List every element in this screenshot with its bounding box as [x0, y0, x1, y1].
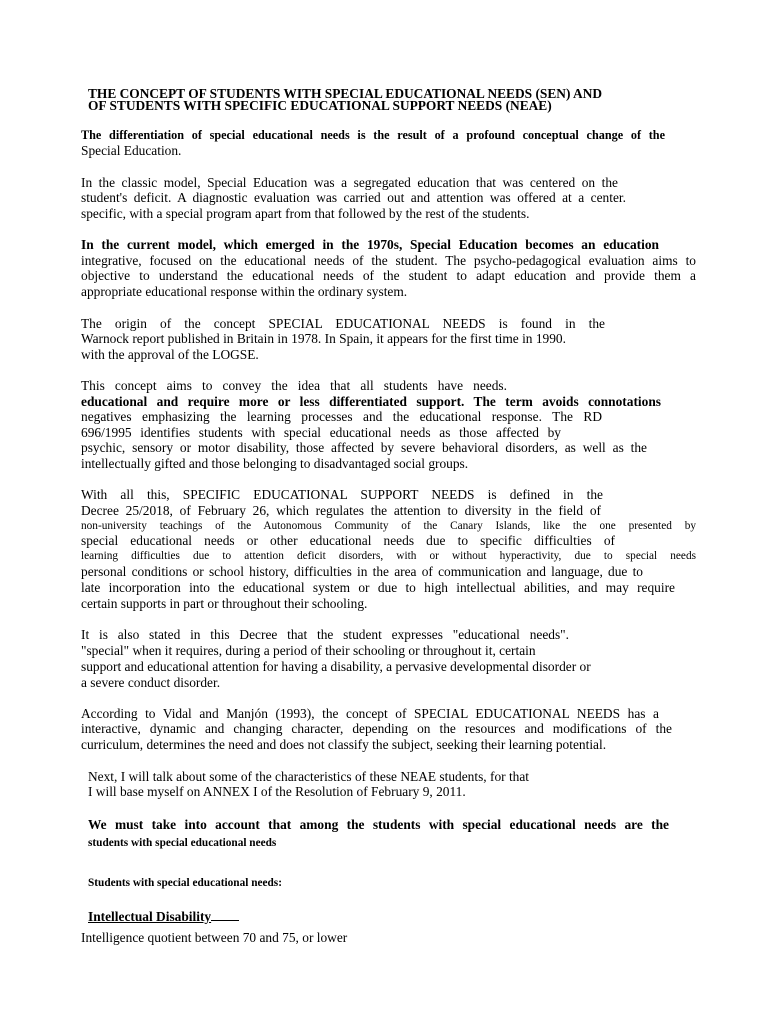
paragraph-1-line-1: The differentiation of special educational needs is the result of a profound conceptual change of the	[81, 128, 665, 142]
paragraph-9-line-2: I will base myself on ANNEX I of the Resolution of February 9, 2011.	[88, 784, 466, 799]
paragraph-6-line-6: personal conditions or school history, difficulties in the area of communication and language, due to	[81, 564, 643, 579]
paragraph-6-line-3: non-university teachings of the Autonomous Community of the Canary Islands, like the one presented by	[81, 520, 696, 532]
paragraph-7-line-2: "special" when it requires, during a period of their schooling or throughout it, certain	[81, 643, 536, 658]
paragraph-5-line-2: educational and require more or less differentiated support. The term avoids connotations	[81, 394, 661, 409]
paragraph-6-line-7: late incorporation into the educational system or due to high intellectual abilities, and may require	[81, 580, 675, 595]
intelligence-quotient-text: Intelligence quotient between 70 and 75, or lower	[81, 930, 348, 945]
paragraph-4-line-2: Warnock report published in Britain in 1978. In Spain, it appears for the first time in 1990.	[81, 331, 566, 346]
intellectual-disability-heading-text: Intellectual Disability	[88, 909, 212, 924]
paragraph-6-line-2: Decree 25/2018, of February 26, which regulates the attention to diversity in the field of	[81, 503, 601, 518]
paragraph-5-line-3: negatives emphasizing the learning processes and the educational response. The RD	[81, 409, 602, 424]
paragraph-6-line-8: certain supports in part or throughout their schooling.	[81, 596, 368, 611]
paragraph-4-line-3: with the approval of the LOGSE.	[81, 347, 259, 362]
intellectual-disability-heading	[88, 909, 239, 925]
paragraph-6-line-1: With all this, SPECIFIC EDUCATIONAL SUPPORT NEEDS is defined in the	[81, 487, 603, 502]
paragraph-6-line-4: special educational needs or other educational needs due to specific difficulties of	[81, 533, 615, 548]
students-with-sen-label: Students with special educational needs:	[88, 877, 282, 889]
paragraph-1-line-2: Special Education.	[81, 143, 182, 158]
paragraph-7-line-1: It is also stated in this Decree that the student expresses "educational needs".	[81, 627, 569, 642]
paragraph-4-line-1: The origin of the concept SPECIAL EDUCATIONAL NEEDS is found in the	[81, 316, 605, 331]
paragraph-2-line-2: student's deficit. A diagnostic evaluation was carried out and attention was offered at a center.	[81, 190, 626, 205]
paragraph-2-line-3: specific, with a special program apart from that followed by the rest of the students.	[81, 206, 530, 221]
paragraph-7-line-3: support and educational attention for having a disability, a pervasive developmental disorder or	[81, 659, 591, 674]
paragraph-6-line-5: learning difficulties due to attention deficit disorders, with or without hyperactivity, due to special needs	[81, 550, 696, 562]
paragraph-7-line-4: a severe conduct disorder.	[81, 675, 221, 690]
paragraph-3-line-3: objective to understand the educational needs of the student to adapt education and provide them a	[81, 268, 696, 283]
paragraph-3-line-4: appropriate educational response within the ordinary system.	[81, 284, 408, 299]
paragraph-10-line-1: We must take into account that among the students with special educational needs are the	[88, 817, 669, 832]
paragraph-3-line-1: In the current model, which emerged in the 1970s, Special Education becomes an education	[81, 237, 659, 252]
paragraph-8-line-3: curriculum, determines the need and does not classify the subject, seeking their learning potential.	[81, 737, 607, 752]
paragraph-9-line-1: Next, I will talk about some of the characteristics of these NEAE students, for that	[88, 769, 530, 784]
heading-underline-extension	[211, 919, 239, 921]
paragraph-8-line-2: interactive, dynamic and changing character, depending on the resources and modifications of the	[81, 721, 672, 736]
paragraph-5-line-4: 696/1995 identifies students with special educational needs as those affected by	[81, 425, 561, 440]
paragraph-5-line-5: psychic, sensory or motor disability, those affected by severe behavioral disorders, as well as the	[81, 440, 647, 455]
document-title-line-2: OF STUDENTS WITH SPECIFIC EDUCATIONAL SUPPORT NEEDS (NEAE)	[88, 98, 552, 113]
document-title-line-1: THE CONCEPT OF STUDENTS WITH SPECIAL EDUCATIONAL NEEDS (SEN) AND	[88, 86, 603, 101]
paragraph-2-line-1: In the classic model, Special Education was a segregated education that was centered on the	[81, 175, 618, 190]
paragraph-5-line-1: This concept aims to convey the idea that all students have needs.	[81, 378, 507, 393]
paragraph-3-line-2: integrative, focused on the educational needs of the student. The psycho-pedagogical evaluation aims to	[81, 253, 696, 268]
paragraph-10-line-2: students with special educational needs	[88, 837, 277, 849]
paragraph-5-line-6: intellectually gifted and those belonging to disadvantaged social groups.	[81, 456, 469, 471]
paragraph-8-line-1: According to Vidal and Manjón (1993), the concept of SPECIAL EDUCATIONAL NEEDS has a	[81, 706, 659, 721]
